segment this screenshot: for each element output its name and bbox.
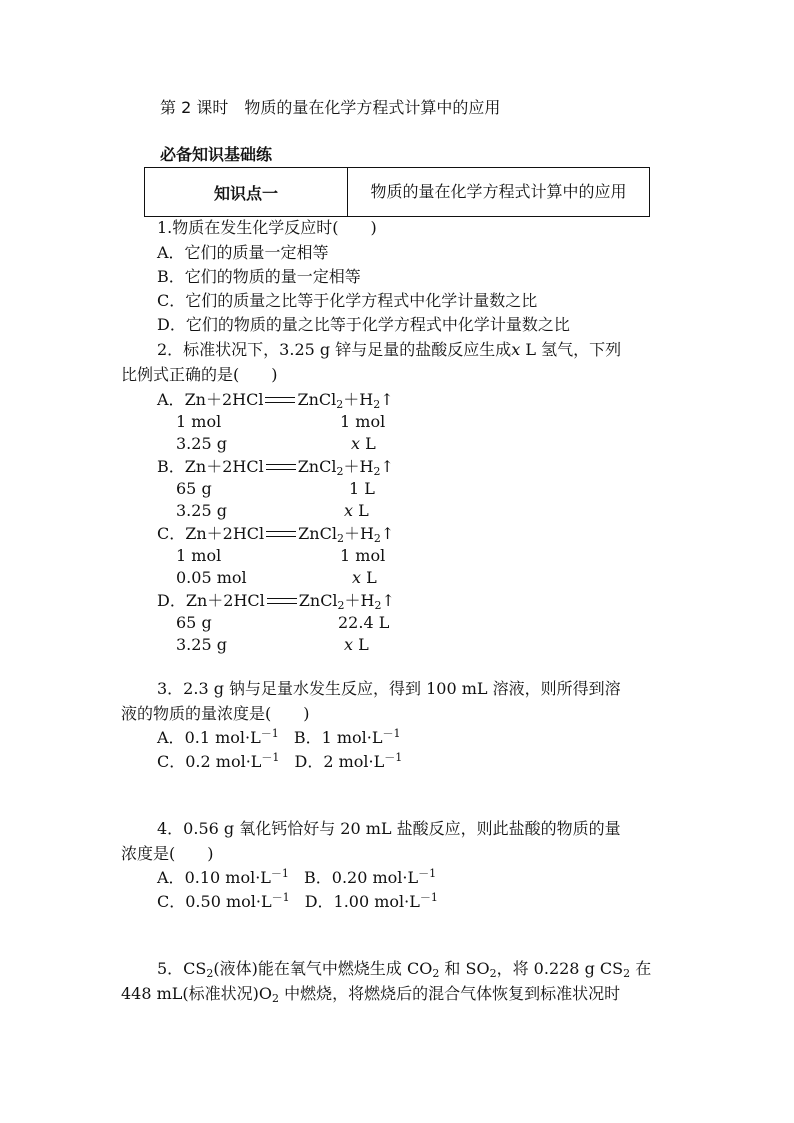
q2-stem-line1: 2．标准状况下，3.25 g 锌与足量的盐酸反应生成x L 氢气，下列	[157, 340, 622, 359]
q4-stem-line2: 浓度是( )	[121, 844, 214, 863]
q3-option-b: B．1 $mol\cdot L^{-1}$	[293, 727, 401, 747]
q2-option-a-equation: A．Zn＋2HCl $ZnCl_2+H_2↑$	[157, 390, 394, 411]
q2-option-b-equation: B．Zn＋2HCl $ZnCl_2+H_2↑$	[157, 457, 394, 478]
q3-option-a: A．0.1 $mol\cdot L^{-1}$	[157, 727, 279, 747]
q1-stem: 1.物质在发生化学反应时( )	[157, 218, 377, 237]
q2-option-c-row1-right: 1 mol	[340, 546, 386, 565]
knowledge-point-table	[144, 167, 650, 217]
q2-option-c-row2-left: 0.05 mol	[176, 568, 247, 587]
q4-option-a: A．0.10 $mol\cdot L^{-1}$	[157, 867, 289, 887]
q1-option-b: B．它们的物质的量一定相等	[157, 267, 361, 286]
q4-options-row1	[157, 867, 436, 889]
q4-option-b: B．0.20 $mol\cdot L^{-1}$	[304, 867, 437, 887]
q2-option-a-row1-left: 1 mol	[176, 412, 222, 431]
q3-option-d: D．2 $mol\cdot L^{-1}$	[294, 751, 403, 771]
q2-option-a-row1-right: 1 mol	[340, 412, 386, 431]
q5-line2: 448 mL(标准状况)$O_2$ 中燃烧，将燃烧后的混合气体恢复到标准状况时	[121, 984, 621, 1005]
q2-option-b-row1-left: 65 g	[176, 479, 212, 498]
q4-option-d: D．1.00 $mol\cdot L^{-1}$	[304, 891, 438, 911]
q4-option-c: C．0.50 $mol\cdot L^{-1}$	[157, 891, 290, 911]
q2-option-d-row1-right: 22.4 L	[338, 613, 390, 632]
q2-stem-line2: 比例式正确的是( )	[121, 365, 278, 384]
q2-option-d-row2-right: x L	[344, 635, 369, 654]
q4-stem-line1: 4．0.56 g 氧化钙恰好与 20 mL 盐酸反应，则此盐酸的物质的量	[157, 819, 621, 838]
q1-option-a: A．它们的质量一定相等	[157, 243, 329, 262]
q3-stem-line2: 液的物质的量浓度是( )	[121, 704, 310, 723]
q3-options-row2	[157, 751, 402, 773]
q2-option-a-row2-right: x L	[351, 434, 376, 453]
lesson-title: 第 2 课时 物质的量在化学方程式计算中的应用	[160, 98, 501, 117]
q2-option-d-row1-left: 65 g	[176, 613, 212, 632]
q1-option-d: D．它们的物质的量之比等于化学方程式中化学计量数之比	[157, 315, 570, 334]
q3-options-row1	[157, 727, 401, 749]
q2-option-c-row2-right: x L	[352, 568, 377, 587]
q4-options-row2	[157, 891, 438, 913]
q2-option-c-row1-left: 1 mol	[176, 546, 222, 565]
q2-option-b-row2-right: x L	[344, 501, 369, 520]
q2-option-c-equation: C．Zn＋2HCl $ZnCl_2+H_2↑$	[157, 524, 395, 545]
q2-option-a-row2-left: 3.25 g	[176, 434, 227, 453]
q2-option-d-equation: D．Zn＋2HCl $ZnCl_2+H_2↑$	[157, 591, 395, 612]
q1-option-c: C．它们的质量之比等于化学方程式中化学计量数之比	[157, 291, 538, 310]
q3-option-c: C．0.2 $mol\cdot L^{-1}$	[157, 751, 280, 771]
q5-line1: 5．$CS_2$(液体)能在氧气中燃烧生成 $CO_2$ 和 $SO_2$，将 0.228 g $CS_2$ 在	[157, 959, 652, 980]
knowledge-point-topic: 物质的量在化学方程式计算中的应用	[348, 168, 650, 217]
q3-stem-line1: 3．2.3 g 钠与足量水发生反应，得到 100 mL 溶液，则所得到溶	[157, 679, 621, 698]
section-heading: 必备知识基础练	[160, 145, 273, 164]
knowledge-point-label: 知识点一	[145, 168, 348, 217]
q2-option-b-row2-left: 3.25 g	[176, 501, 227, 520]
q2-option-d-row2-left: 3.25 g	[176, 635, 227, 654]
q2-option-b-row1-right: 1 L	[349, 479, 375, 498]
